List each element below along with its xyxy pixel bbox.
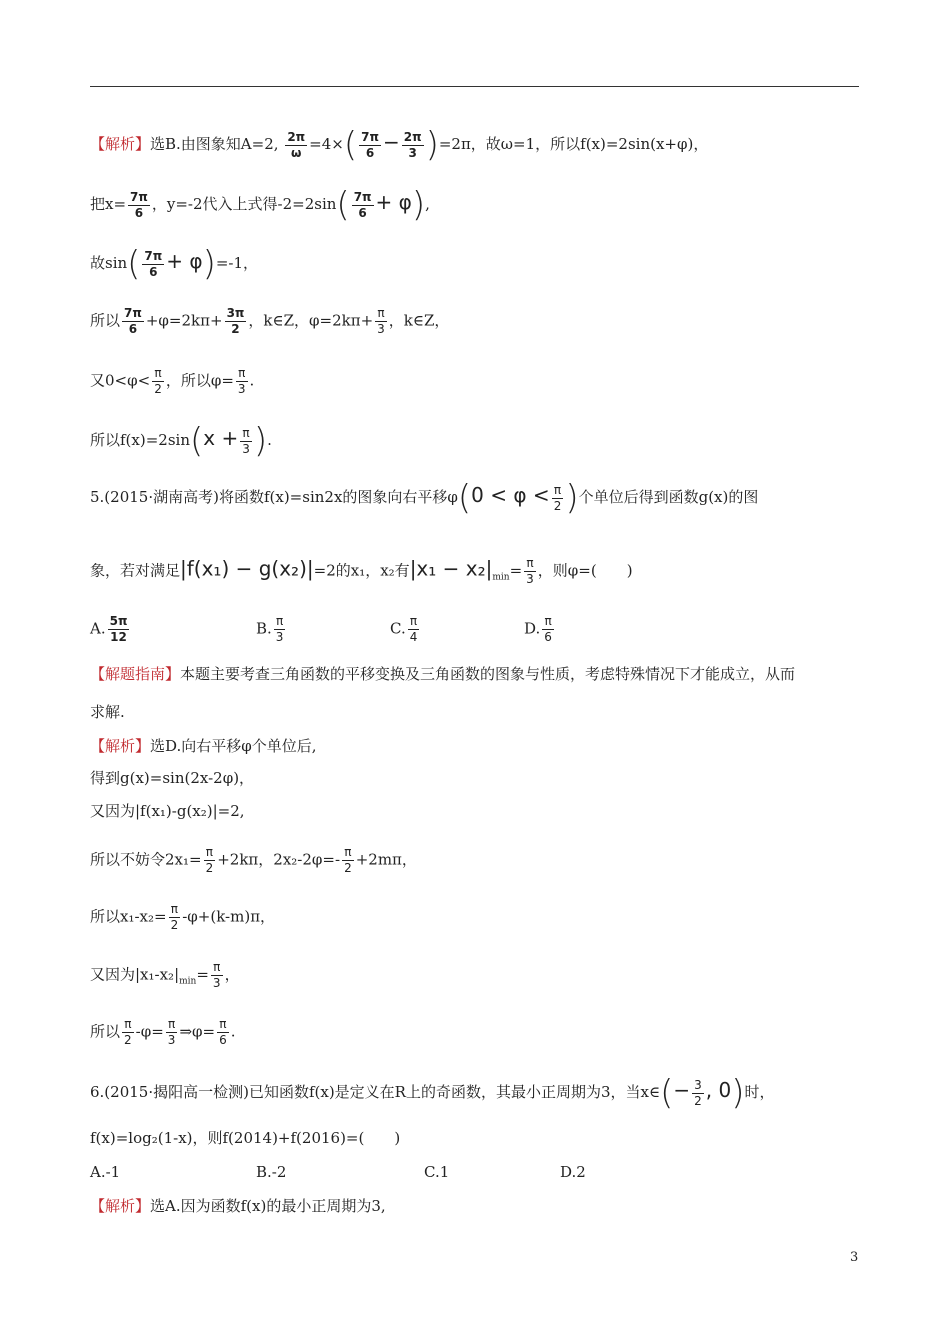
fraction: $\frac{3\pi}{2}$ xyxy=(226,306,245,336)
option-c: C. $\frac{\pi}{4}$ xyxy=(390,614,418,644)
solution-5-line5: 所以x₁-x₂= $\frac{\pi}{2}$ -φ+(k-m)π， xyxy=(90,902,276,932)
fraction: $\frac{\pi}{2}$ xyxy=(154,366,162,396)
solution-5-line3: 又因为|f(x₁)-g(x₂)|=2, xyxy=(90,802,245,820)
option-d: D.2 xyxy=(560,1163,586,1181)
fraction: $\frac{\pi}{2}$ xyxy=(344,845,352,875)
fraction: $\frac{7\pi}{6}$ xyxy=(353,189,372,220)
guide-line1: 【解题指南】本题主要考查三角函数的平移变换及三角函数的图象与性质，考虑特殊情况下才能成立，从而 xyxy=(90,665,796,683)
solution-5-line6: 又因为$|x_1-x_2|_{min}=$ $\frac{\pi}{3}$ ， xyxy=(90,960,240,990)
fraction: $\frac{\pi}{2}$ xyxy=(553,482,562,513)
fraction: $\frac{7\pi}{6}$ xyxy=(144,248,163,279)
fraction: $\frac{7\pi}{6}$ xyxy=(130,189,148,220)
option-c: C.1 xyxy=(424,1163,450,1181)
solution-5-line1: 【解析】选D.向右平移φ个单位后, xyxy=(90,737,317,755)
solution-5-line7: 所以 $\frac{\pi}{2}$ -φ= $\frac{\pi}{3}$ ⇒φ= $\frac{\pi}{6}$ . xyxy=(90,1017,236,1047)
solution-6-line1: 【解析】选A.因为函数f(x)的最小正周期为3, xyxy=(90,1197,386,1215)
fraction: $\frac{\pi}{3}$ xyxy=(167,1017,176,1047)
fraction: $\frac{\pi}{3}$ xyxy=(526,556,534,586)
fraction: $\frac{3}{2}$ xyxy=(694,1077,702,1108)
fraction: $\frac{2\pi}{3}$ xyxy=(403,129,422,160)
fraction: $\frac{2\pi}{\omega}$ xyxy=(287,129,306,160)
fraction: $\frac{\pi}{2}$ xyxy=(124,1017,132,1047)
header-rule xyxy=(90,86,859,87)
fraction: $\frac{\pi}{2}$ xyxy=(170,902,179,932)
fraction: $\frac{\pi}{3}$ xyxy=(237,366,246,396)
fraction: $\frac{\pi}{2}$ xyxy=(205,845,214,875)
fraction: $\frac{7\pi}{6}$ xyxy=(124,306,142,336)
question-5-line2: 象，若对满足|f(x₁) − g(x₂)|=2的x₁，x₂有$|x_1 - x_2|_{min}=$ $\frac{\pi}{3}$ ，则φ=( ) xyxy=(90,556,633,586)
option-b: B. $\frac{\pi}{3}$ xyxy=(256,614,284,644)
question-5-line1: 5.(2015·湖南高考)将函数f(x)=sin2x的图象向右平移φ(0 < φ < $\frac{\pi}{2}$ )个单位后得到函数g(x)的图 xyxy=(90,478,759,518)
line-phi-general: 所以 $\frac{7\pi}{6}$ +φ=2kπ+ $\frac{3\pi}{2}$ ，k∈Z，φ=2kπ+ $\frac{\pi}{3}$ ，k∈Z， xyxy=(90,306,450,336)
fraction: $\frac{7\pi}{6}$ xyxy=(361,129,379,160)
line-phi-range: 又0<φ< $\frac{\pi}{2}$ ，所以φ= $\frac{\pi}{3}$ . xyxy=(90,366,255,396)
option-d: D. $\frac{\pi}{6}$ xyxy=(524,614,552,644)
option-a: A.-1 xyxy=(90,1163,121,1181)
fraction: $\frac{\pi}{3}$ xyxy=(275,614,284,644)
solution-5-line2: 得到g(x)=sin(2x-2φ)， xyxy=(90,769,255,787)
fraction: $\frac{5\pi}{12}$ xyxy=(109,614,128,644)
line-substitute: 把x= $\frac{7\pi}{6}$ ，y=-2代入上式得-2=2sin( $\frac{7\pi}{6}$ + φ), xyxy=(90,185,430,225)
line-result-f: 所以f(x)=2sin(x + $\frac{\pi}{3}$ ). xyxy=(90,421,272,461)
solution-5-line4: 所以不妨令2x₁= $\frac{\pi}{2}$ +2kπ，2x₂-2φ=- $\frac{\pi}{2}$ +2mπ， xyxy=(90,845,417,875)
fraction: $\frac{\pi}{3}$ xyxy=(212,960,221,990)
line-sin-eq: 故sin( $\frac{7\pi}{6}$ + φ)=-1， xyxy=(90,244,259,284)
fraction: $\frac{\pi}{3}$ xyxy=(242,425,250,456)
fraction: $\frac{\pi}{4}$ xyxy=(409,614,418,644)
question-6-line1: 6.(2015·揭阳高一检测)已知函数f(x)是定义在R上的奇函数，其最小正周期为3，当x∈(− $\frac{3}{2}$ , 0)时， xyxy=(90,1073,775,1113)
option-b: B.-2 xyxy=(256,1163,287,1181)
question-6-line2: f(x)=log₂(1-x)，则f(2014)+f(2016)=( ) xyxy=(90,1129,401,1147)
fraction: $\frac{\pi}{6}$ xyxy=(219,1017,227,1047)
option-a: A. $\frac{5\pi}{12}$ xyxy=(90,614,128,644)
page-number: 3 xyxy=(850,1250,859,1265)
analysis-tag: 【解析】 xyxy=(90,135,151,153)
guide-line2: 求解. xyxy=(90,703,125,721)
fraction: $\frac{\pi}{6}$ xyxy=(544,614,552,644)
guide-tag: 【解题指南】 xyxy=(90,665,181,683)
fraction: $\frac{\pi}{3}$ xyxy=(377,306,385,336)
line-solution-a2: 【解析】选B.由图象知A=2, $\frac{2\pi}{\omega}$ =4×( $\frac{7\pi}{6}$ − $\frac{2\pi}{3}$ )=2π，故ω=1，所以f(x)=2sin(x+φ)， xyxy=(90,125,709,165)
